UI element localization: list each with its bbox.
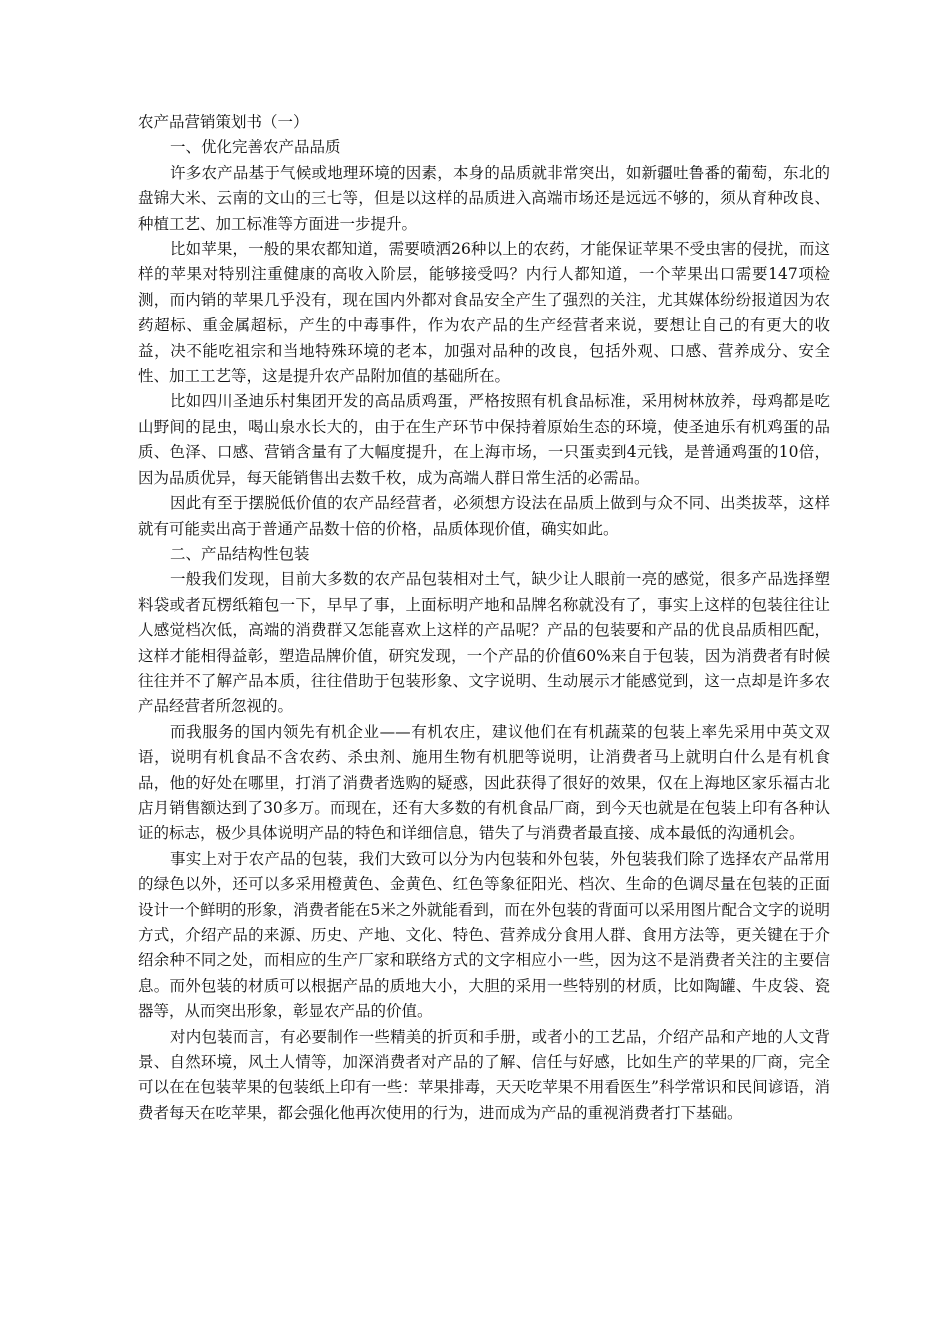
paragraph-1: 许多农产品基于气候或地理环境的因素，本身的品质就非常突出，如新疆吐鲁番的葡萄，东北的盘锦大米、云南的文山的三七等，但是以这样的品质进入高端市场还是远远不够的，须从育种改良、种植工艺、加工标准等方面进一步提升。 <box>138 163 830 233</box>
paragraph-3: 比如四川圣迪乐村集团开发的高品质鸡蛋，严格按照有机食品标准，采用树林放养，母鸡都是吃山野间的昆虫，喝山泉水长大的，由于在生产环节中保持着原始生态的环境，使圣迪乐有机鸡蛋的品质、色泽、口感、营销含量有了大幅度提升，在上海市场，一只蛋卖到4元钱，是普通鸡蛋的10倍，因为品质优异，每天能销售出去数千枚，成为高端人群日常生活的必需品。 <box>138 392 830 487</box>
document-body <box>138 110 830 1126</box>
paragraph-6: 而我服务的国内领先有机企业——有机农庄，建议他们在有机蔬菜的包装上率先采用中英文双语，说明有机食品不含农药、杀虫剂、施用生物有机肥等说明，让消费者马上就明白什么是有机食品，他的好处在哪里，打消了消费者选购的疑惑，因此获得了很好的效果，仅在上海地区家乐福古北店月销售额达到了30多万。而现在，还有大多数的有机食品厂商，到今天也就是在包装上印有各种认证的标志，极少具体说明产品的特色和详细信息，错失了与消费者最直接、成本最低的沟通机会。 <box>138 722 830 843</box>
paragraph-4: 因此有至于摆脱低价值的农产品经营者，必须想方设法在品质上做到与众不同、出类拔萃，这样就有可能卖出高于普通产品数十倍的价格，品质体现价值，确实如此。 <box>138 494 830 538</box>
paragraph-5: 一般我们发现，目前大多数的农产品包装相对土气，缺少让人眼前一亮的感觉，很多产品选择塑料袋或者瓦楞纸箱包一下，早早了事，上面标明产地和品牌名称就没有了，事实上这样的包装往往让人感觉档次低，高端的消费群又怎能喜欢上这样的产品呢？产品的包装要和产品的优良品质相匹配，这样才能相得益彰，塑造品牌价值，研究发现，一个产品的价值60%来自于包装，因为消费者有时候往往并不了解产品本质，往往借助于包装形象、文字说明、生动展示才能感觉到，这一点却是许多农产品经营者所忽视的。 <box>138 570 830 716</box>
section-heading-1: 一、优化完善农产品品质 <box>170 138 341 157</box>
paragraph-8: 对内包装而言，有必要制作一些精美的折页和手册，或者小的工艺品，介绍产品和产地的人文背景、自然环境，风土人情等，加深消费者对产品的了解、信任与好感，比如生产的苹果的厂商，完全可以在在包装苹果的包装纸上印有一些：苹果排毒，天天吃苹果不用看医生”科学常识和民间谚语，消费者每天在吃苹果，都会强化他再次使用的行为，进而成为产品的重视消费者打下基础。 <box>138 1027 830 1122</box>
document-title: 农产品营销策划书（一） <box>138 113 309 131</box>
paragraph-2: 比如苹果，一般的果农都知道，需要喷洒26种以上的农药，才能保证苹果不受虫害的侵扰，而这样的苹果对特别注重健康的高收入阶层，能够接受吗？内行人都知道，一个苹果出口需要147项检测，而内销的苹果几乎没有，现在国内外都对食品安全产生了强烈的关注，尤其媒体纷纷报道因为农药超标、重金属超标，产生的中毒事件，作为农产品的生产经营者来说，要想让自己的有更大的收益，决不能吃祖宗和当地特殊环境的老本，加强对品种的改良，包括外观、口感、营养成分、安全性、加工工艺等，这是提升农产品附加值的基础所在。 <box>138 240 830 386</box>
section-heading-2: 二、产品结构性包装 <box>170 544 310 563</box>
paragraph-7: 事实上对于农产品的包装，我们大致可以分为内包装和外包装，外包装我们除了选择农产品常用的绿色以外，还可以多采用橙黄色、金黄色、红色等象征阳光、档次、生命的色调尽量在包装的正面设计一个鲜明的形象，消费者能在5米之外就能看到，而在外包装的背面可以采用图片配合文字的说明方式，介绍产品的来源、历史、产地、文化、特色、营养成分食用人群、食用方法等，更关键在于介绍余种不同之处，而相应的生产厂家和联络方式的文字相应小一些，因为这不是消费者关注的主要信息。而外包装的材质可以根据产品的质地大小，大胆的采用一些特别的材质，比如陶罐、牛皮袋、瓷器等，从而突出形象，彰显农产品的价值。 <box>138 849 830 1021</box>
